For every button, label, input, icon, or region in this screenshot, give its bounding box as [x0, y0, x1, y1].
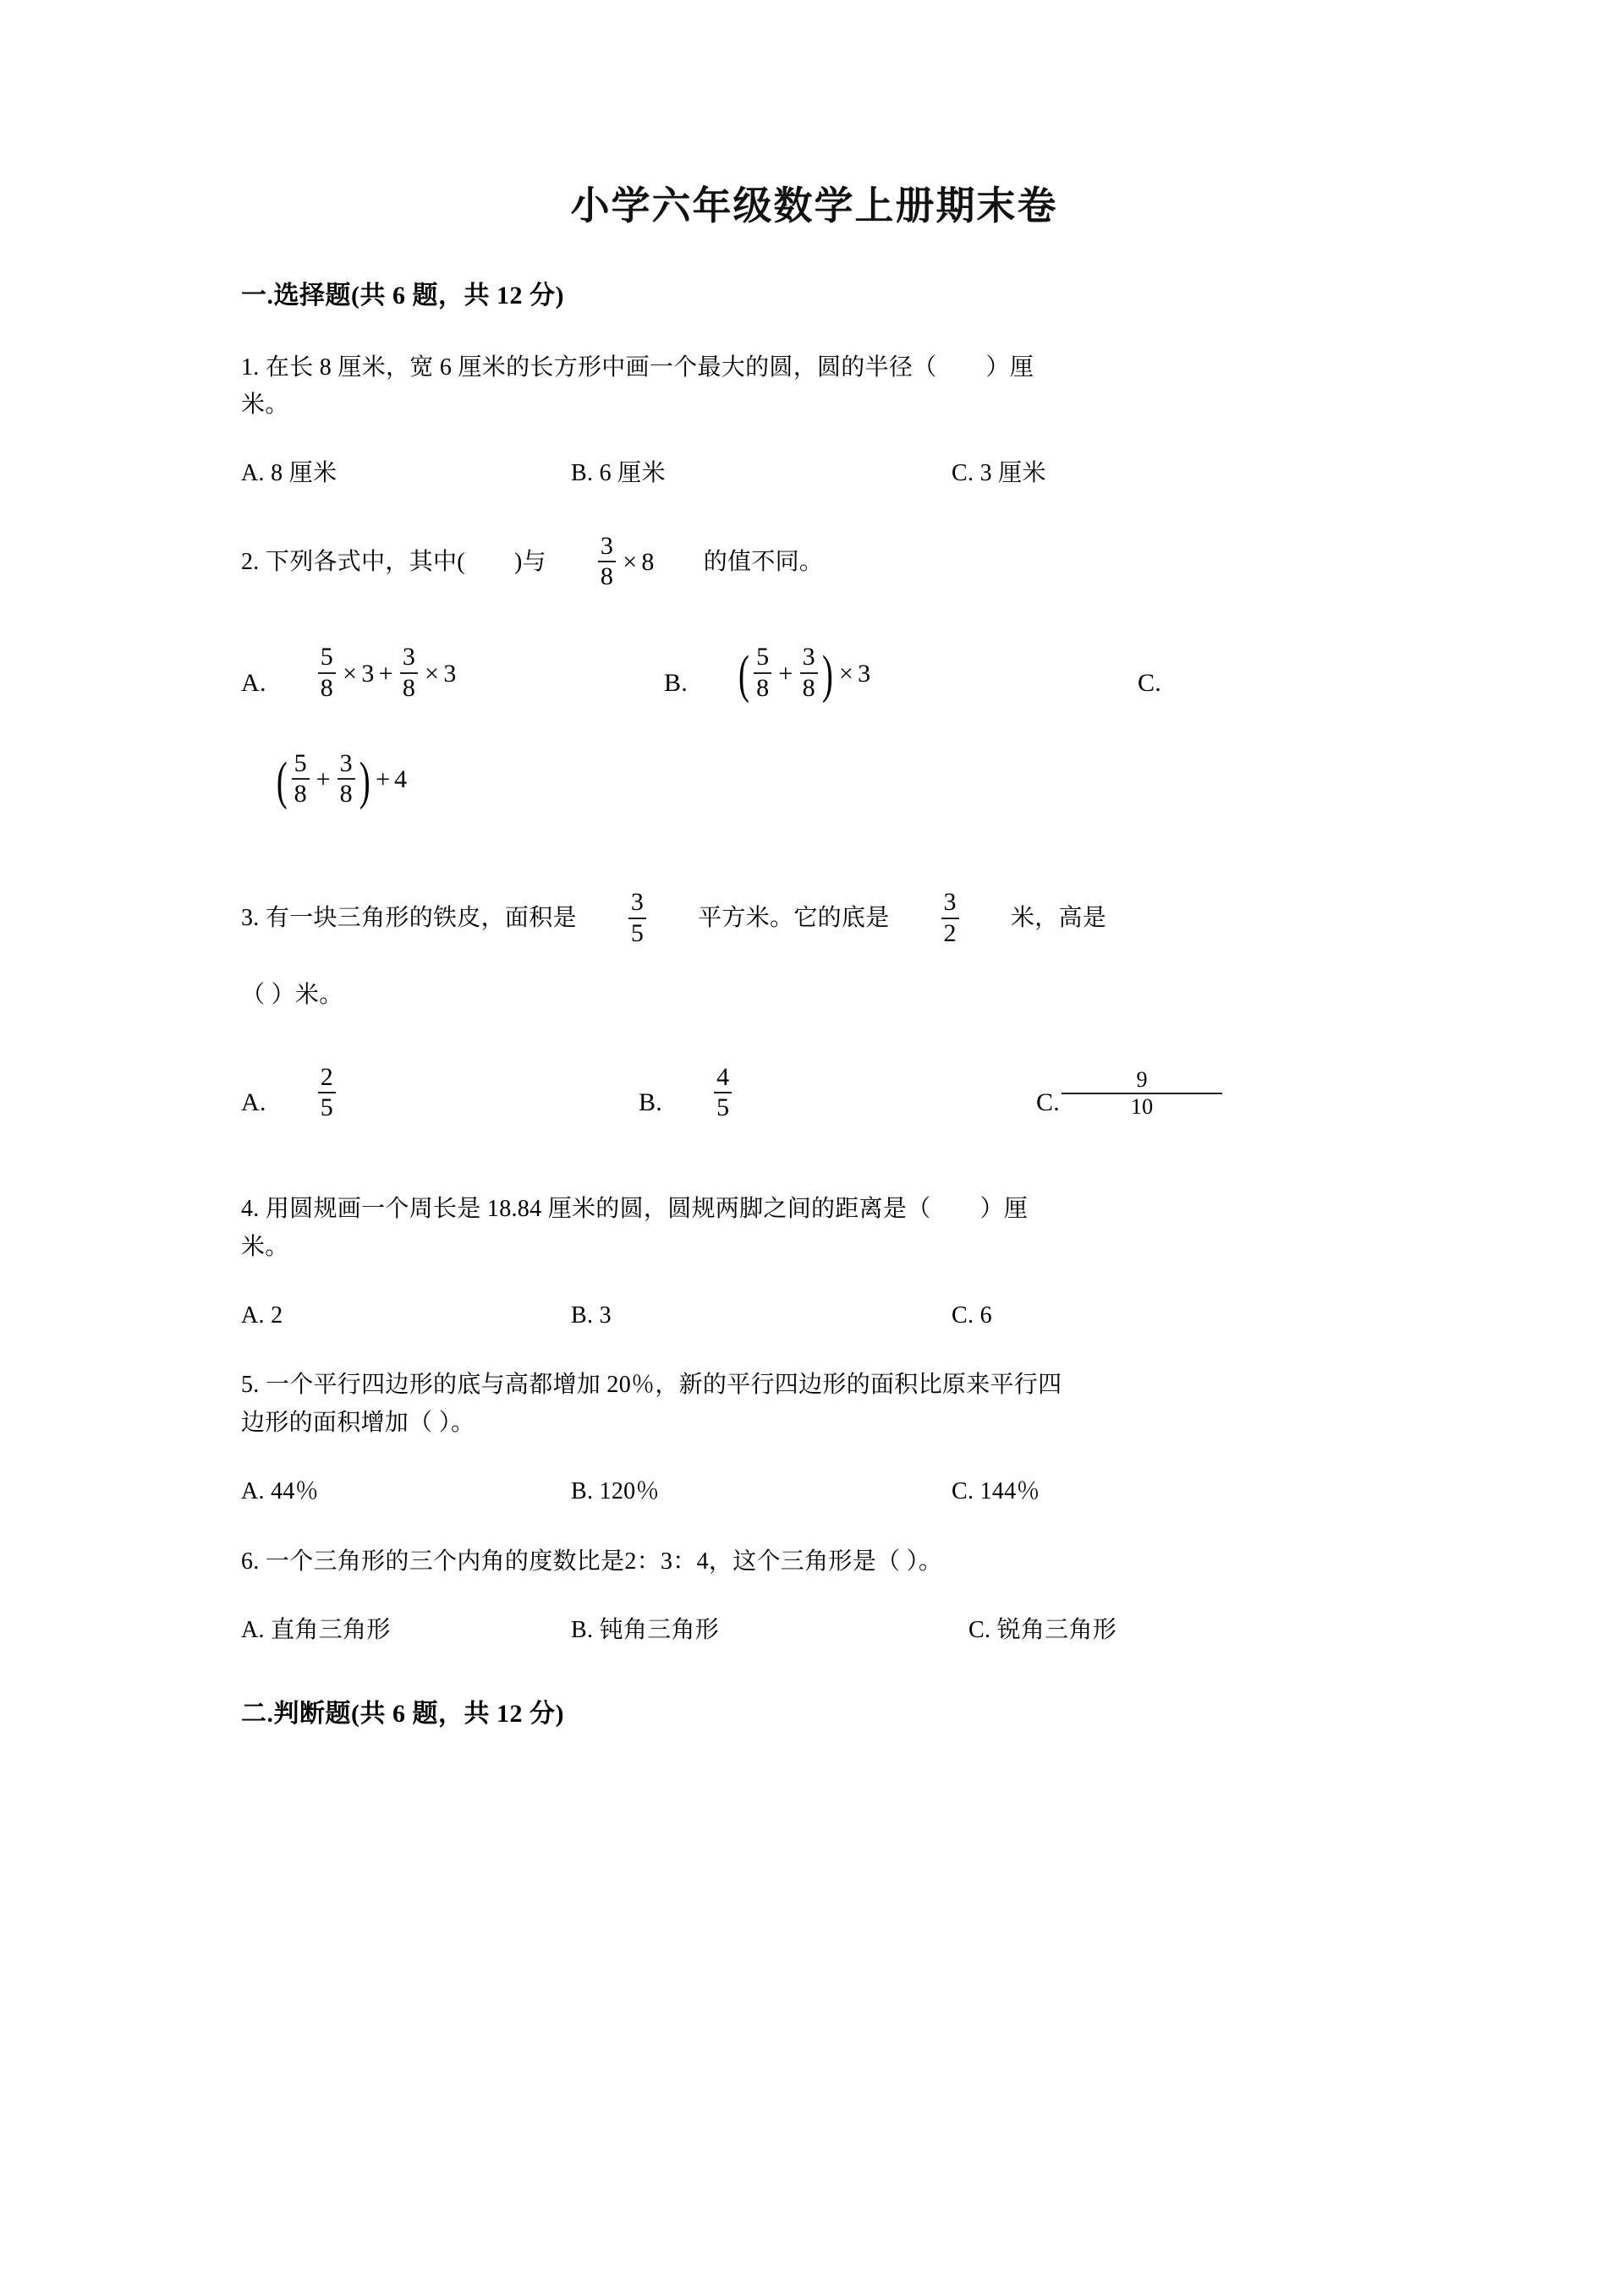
- fraction-nine-tenths: $\frac{9}{10}$: [1062, 1068, 1222, 1119]
- question-1-line1: 1. 在长 8 厘米，宽 6 厘米的长方形中画一个最大的圆，圆的半径（: [241, 353, 937, 381]
- fraction-three-eighths: $\frac{3}{8}$: [400, 644, 418, 702]
- right-paren: ): [821, 646, 833, 704]
- question-2-stem-before: 2. 下列各式中，其中(: [241, 548, 465, 575]
- option-1c-label: C. 3 厘米: [952, 460, 1046, 487]
- plus-sign: +: [778, 659, 793, 688]
- option-6a-label: A. 直角三角形: [241, 1616, 391, 1643]
- option-6a[interactable]: [241, 1612, 571, 1650]
- option-2c[interactable]: [1138, 644, 1307, 704]
- left-paren: (: [276, 752, 288, 810]
- option-1a-label: A. 8 厘米: [241, 460, 337, 487]
- question-5-line2: 边形的面积增加（ ）。: [241, 1410, 475, 1437]
- question-3-line2: （ ）米。: [241, 982, 343, 1009]
- option-4c[interactable]: [952, 1297, 1307, 1335]
- option-4b[interactable]: [571, 1297, 952, 1335]
- option-1b-label: B. 6 厘米: [571, 460, 666, 487]
- fraction-three-eighths: $\frac{3}{8}$: [598, 533, 616, 591]
- option-5c-label: C. 144％: [952, 1478, 1040, 1505]
- fraction-area: $\frac{3}{5}$: [628, 889, 646, 947]
- option-2c-expression: [275, 748, 408, 810]
- option-6b[interactable]: [571, 1612, 968, 1650]
- operand: 3: [443, 659, 457, 688]
- option-5a-label: A. 44％: [241, 1478, 320, 1505]
- option-2c-label: C.: [1138, 668, 1162, 697]
- fraction-three-eighths: $\frac{3}{8}$: [337, 750, 355, 808]
- left-paren: (: [738, 646, 750, 704]
- fraction-base: $\frac{3}{2}$: [941, 889, 959, 947]
- question-5-options: [241, 1473, 1387, 1511]
- question-3-line1: [241, 890, 1106, 948]
- fraction-five-eighths: $\frac{5}{8}$: [754, 644, 771, 702]
- option-4b-label: B. 3: [571, 1301, 612, 1329]
- right-paren: ): [359, 752, 370, 810]
- question-2-stem-after: 的值不同。: [703, 548, 824, 575]
- question-2-stem: [241, 531, 824, 592]
- fraction-three-eighths: $\frac{3}{8}$: [800, 644, 818, 702]
- option-2b[interactable]: [664, 644, 1138, 704]
- option-1c[interactable]: [952, 455, 1307, 493]
- question-6-line1: 6. 一个三角形的三个内角的度数比是2：3：4，这个三角形是（ ）。: [241, 1548, 943, 1575]
- fraction-five-eighths: $\frac{5}{8}$: [318, 644, 336, 702]
- option-3a-label: A.: [241, 1088, 266, 1117]
- question-3-options: [241, 1064, 1387, 1123]
- page-title: 小学六年级数学上册期末卷: [570, 184, 1058, 227]
- option-1b[interactable]: [571, 455, 952, 493]
- option-5b-label: B. 120％: [571, 1478, 660, 1505]
- multiplier: 8: [641, 548, 655, 577]
- question-4-line2: 米。: [241, 1233, 289, 1260]
- option-3c[interactable]: [1036, 1064, 1374, 1123]
- question-6-text: [241, 1543, 1387, 1581]
- question-3-stem-p3: 米，高是: [1010, 905, 1107, 932]
- option-5a[interactable]: [241, 1473, 571, 1511]
- option-6c[interactable]: [968, 1612, 1324, 1650]
- option-2b-expression: [737, 644, 870, 703]
- plus-sign: +: [376, 765, 391, 794]
- question-4-text: [241, 1191, 1387, 1267]
- operand: 4: [394, 765, 408, 794]
- section-heading-truefalse: 二.判断题(共 6 题，共 12 分): [241, 1700, 564, 1729]
- option-6b-label: B. 钝角三角形: [571, 1616, 720, 1643]
- times-sign: ×: [623, 548, 638, 577]
- plus-sign: +: [378, 659, 393, 688]
- times-sign: ×: [425, 659, 440, 688]
- option-2a-expression: [315, 644, 457, 703]
- question-2-options: [241, 644, 1387, 704]
- question-5-line1: 5. 一个平行四边形的底与高都增加 20％，新的平行四边形的面积比原来平行四: [241, 1372, 1062, 1399]
- option-1a[interactable]: [241, 455, 571, 493]
- question-4-line1: 4. 用圆规画一个周长是 18.84 厘米的圆，圆规两脚之间的距离是（: [241, 1196, 931, 1223]
- times-sign: ×: [838, 659, 854, 688]
- option-3b[interactable]: [639, 1064, 1036, 1123]
- option-2a[interactable]: [241, 644, 664, 704]
- option-2a-label: A.: [241, 668, 266, 697]
- question-6-options: [241, 1612, 1387, 1650]
- question-3-stem-p1: 3. 有一块三角形的铁皮，面积是: [241, 905, 577, 932]
- fraction-five-eighths: $\frac{5}{8}$: [292, 750, 310, 808]
- option-4a-label: A. 2: [241, 1301, 283, 1329]
- option-6c-label: C. 锐角三角形: [968, 1616, 1117, 1643]
- option-3a[interactable]: [241, 1064, 639, 1123]
- operand: 3: [361, 659, 375, 688]
- question-1-text: [241, 349, 1387, 425]
- question-1-options: [241, 455, 1387, 493]
- fraction-two-fifths: $\frac{2}{5}$: [318, 1064, 336, 1122]
- plus-sign: +: [315, 765, 331, 794]
- times-sign: ×: [343, 659, 358, 688]
- option-3c-label: C.: [1036, 1088, 1061, 1117]
- fraction-four-fifths: $\frac{4}{5}$: [714, 1064, 732, 1122]
- option-3b-label: B.: [639, 1088, 663, 1117]
- option-4c-label: C. 6: [952, 1301, 992, 1329]
- question-5-text: [241, 1367, 1387, 1443]
- option-2c-expression-wrap: [241, 748, 1387, 810]
- option-4a[interactable]: [241, 1297, 571, 1335]
- option-5b[interactable]: [571, 1473, 952, 1511]
- question-4-options: [241, 1297, 1387, 1335]
- question-1-line1-tail: ）厘: [985, 353, 1034, 381]
- section-heading-choice: 一.选择题(共 6 题，共 12 分): [241, 281, 564, 310]
- question-4-line1-tail: ）厘: [979, 1196, 1029, 1223]
- question-3-stem-p2: 平方米。它的底是: [698, 905, 890, 932]
- question-1-line2: 米。: [241, 392, 289, 419]
- question-2-stem-mid: )与: [513, 548, 546, 575]
- question-2-text: [241, 531, 1387, 592]
- operand: 3: [858, 659, 871, 688]
- option-2b-label: B.: [664, 668, 689, 697]
- option-5c[interactable]: [952, 1473, 1307, 1511]
- question-3-text: [241, 890, 1387, 948]
